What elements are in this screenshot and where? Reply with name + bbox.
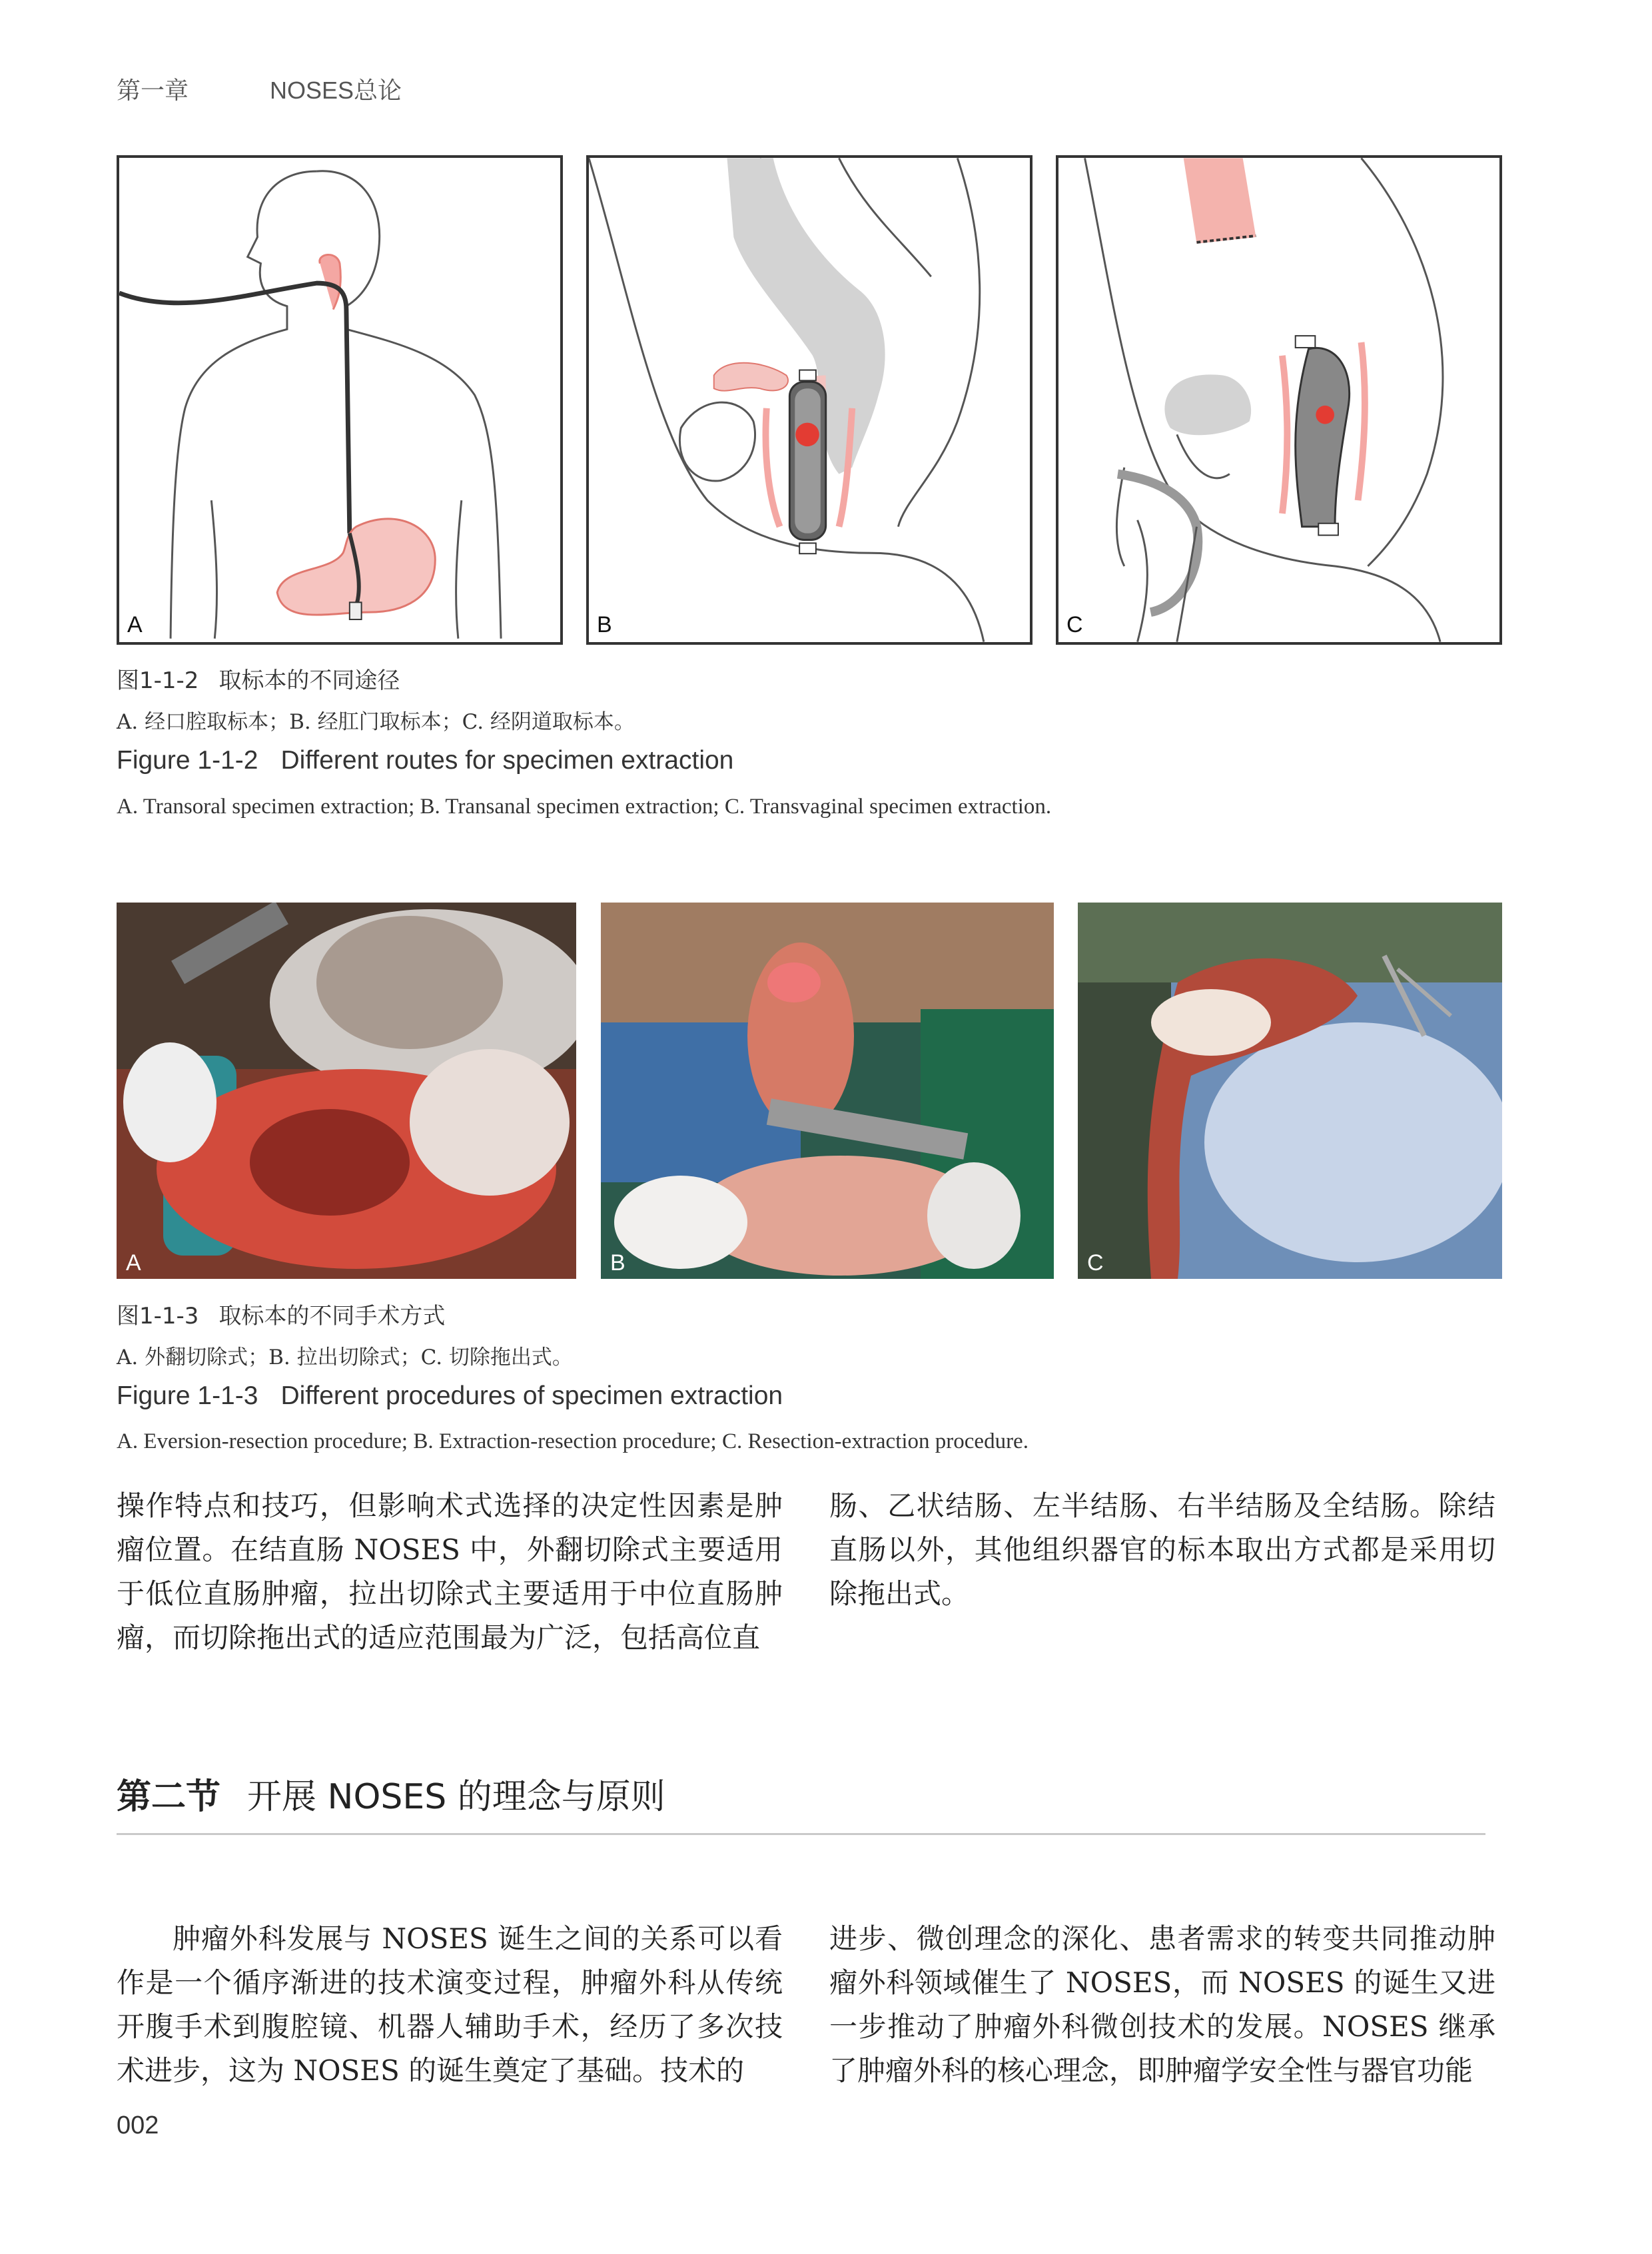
photo-label-a: A: [126, 1250, 141, 1276]
panel-label-a: A: [127, 612, 143, 637]
figure-1-1-3-caption-en: [117, 1381, 783, 1411]
section-label: 第二节: [117, 1777, 221, 1817]
page-number: 002: [117, 2111, 159, 2139]
running-header: [117, 72, 402, 106]
body-text-1-left: 操作特点和技巧，但影响术式选择的决定性因素是肿瘤位置。在结直肠 NOSES 中，外翻切除式主要适用于低位直肠肿瘤，拉出切除式主要适用于中位直肠肿瘤，而切除拖出式的适应范围最为广泛，包括高位直: [117, 1489, 783, 1654]
figure-1-1-3-title-cn: 取标本的不同手术方式: [218, 1303, 446, 1329]
header-chapter: 第一章: [117, 77, 189, 104]
extraction-resection-photo: [601, 903, 1054, 1279]
figure-1-1-3-caption-cn: [117, 1298, 445, 1330]
photo-label-b: B: [610, 1250, 625, 1276]
figure-1-1-3-photo-c: [1078, 903, 1502, 1279]
figure-1-1-2-number-cn: 图1-1-2: [117, 667, 199, 694]
section-divider: [117, 1833, 1485, 1835]
figure-1-1-3-number-en: Figure 1-1-3: [117, 1381, 258, 1410]
figure-1-1-2-panel-b: [586, 155, 1032, 645]
figure-1-1-2-title-en: Different routes for specimen extraction: [280, 746, 734, 775]
figure-1-1-3-photo-a: [117, 903, 576, 1279]
figure-1-1-2-title-cn: 取标本的不同途径: [218, 667, 400, 694]
header-section: NOSES总论: [270, 77, 402, 104]
section-heading: [117, 1768, 665, 1818]
body-text-1-right: 肠、乙状结肠、左半结肠、右半结肠及全结肠。除结直肠以外，其他组织器官的标本取出方式都是采用切除拖出式。: [829, 1489, 1495, 1610]
body-text-2-left: 肿瘤外科发展与 NOSES 诞生之间的关系可以看作是一个循序渐进的技术演变过程，肿瘤外科从传统开腹手术到腹腔镜、机器人辅助手术，经历了多次技术进步，这为 NOSES 的诞生奠定了基础。技术的: [117, 1922, 783, 2087]
photo-label-c: C: [1087, 1250, 1104, 1276]
transanal-illustration: [589, 158, 1030, 642]
panel-label-c: C: [1066, 612, 1083, 637]
figure-1-1-3-subcaption-en: A. Eversion-resection procedure; B. Extraction-resection procedure; C. Resection-extraction procedure.: [117, 1429, 1029, 1453]
body-text-2-right: 进步、微创理念的深化、患者需求的转变共同推动肿瘤外科领域催生了 NOSES，而 NOSES 的诞生又进一步推动了肿瘤外科微创技术的发展。NOSES 继承了肿瘤外科的核心理念，即肿瘤学安全性与器官功能: [829, 1922, 1495, 2087]
section-title: 开展 NOSES 的理念与原则: [247, 1777, 665, 1817]
transoral-illustration: [119, 158, 560, 642]
figure-1-1-3-subcaption-cn: A. 外翻切除式；B. 拉出切除式；C. 切除拖出式。: [117, 1345, 573, 1369]
figure-1-1-3-title-en: Different procedures of specimen extraction: [280, 1381, 783, 1410]
figure-1-1-2-caption-cn: [117, 662, 400, 695]
panel-label-b: B: [597, 612, 612, 637]
figure-1-1-2-panel-c: [1056, 155, 1502, 645]
figure-1-1-2-number-en: Figure 1-1-2: [117, 746, 258, 775]
figure-1-1-2-panel-a: [117, 155, 563, 645]
figure-1-1-2-subcaption-en: A. Transoral specimen extraction; B. Transanal specimen extraction; C. Transvaginal specimen extraction.: [117, 795, 1052, 819]
figure-1-1-3-photo-b: [601, 903, 1054, 1279]
transvaginal-illustration: [1058, 158, 1499, 642]
resection-extraction-photo: [1078, 903, 1502, 1279]
figure-1-1-2-caption-en: [117, 746, 733, 775]
eversion-resection-photo: [117, 903, 576, 1279]
figure-1-1-3-number-cn: 图1-1-3: [117, 1303, 199, 1329]
figure-1-1-2-subcaption-cn: A. 经口腔取标本；B. 经肛门取标本；C. 经阴道取标本。: [117, 710, 635, 734]
